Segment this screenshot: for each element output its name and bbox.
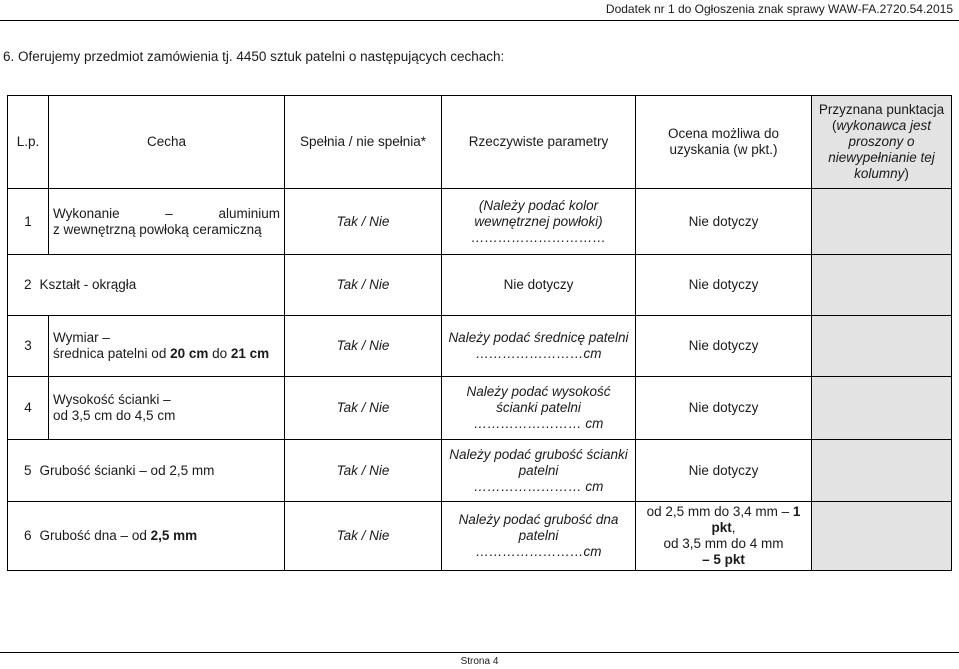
table-row [8, 502, 952, 571]
row-cecha [49, 189, 285, 255]
row-spelnia: Tak / Nie [285, 255, 442, 316]
row-lp: 5 [24, 462, 32, 478]
row-punktacja [812, 189, 952, 255]
cecha-value: 20 cm [170, 346, 209, 361]
table-row [8, 316, 952, 377]
param-line: patelni [518, 462, 559, 478]
header-punktacja-open: Przyznana punktacja ( [818, 102, 945, 133]
param-line: wewnętrznej powłoki) [474, 213, 603, 229]
header-punktacja-note: wykonawca jest proszony o niewypełnianie tej kolumny [828, 118, 935, 181]
row-lp: 3 [8, 316, 49, 377]
header-spelnia: Spełnia / nie spełnia* [285, 96, 442, 189]
header-punktacja [812, 96, 952, 189]
row-punktacja [812, 255, 952, 316]
ocena-text: , [731, 520, 736, 535]
header-punktacja-close: ) [904, 166, 909, 181]
row-cecha: Kształt - okrągła [39, 277, 137, 292]
row-punktacja [812, 377, 952, 440]
row-ocena: Nie dotyczy [636, 255, 812, 316]
cecha-line: Wysokość ścianki – [53, 392, 171, 407]
table-row [8, 189, 952, 255]
param-line: ……………………cm [475, 544, 602, 559]
cecha-line: od 3,5 cm do 4,5 cm [53, 408, 176, 423]
row-cecha [49, 316, 285, 377]
row-ocena: Nie dotyczy [636, 377, 812, 440]
header-ocena: Ocena możliwa do uzyskania (w pkt.) [636, 96, 812, 189]
table-row [8, 377, 952, 440]
param-line: Należy podać wysokość [466, 384, 611, 399]
row-spelnia: Tak / Nie [285, 316, 442, 377]
param-line: ścianki patelni [496, 400, 581, 415]
table-header-row [8, 96, 952, 189]
row-lp-cecha [8, 440, 285, 502]
param-line: …………………… cm [473, 478, 604, 494]
row-ocena: Nie dotyczy [636, 316, 812, 377]
cecha-line [53, 346, 280, 362]
ocena-points: – 5 pkt [702, 552, 745, 567]
row-lp-cecha [8, 502, 285, 571]
row-spelnia: Tak / Nie [285, 377, 442, 440]
row-cecha: Grubość dna – od [39, 528, 151, 543]
row-parametry [442, 502, 636, 571]
row-spelnia: Tak / Nie [285, 189, 442, 255]
row-ocena [636, 502, 812, 571]
row-ocena: Nie dotyczy [636, 440, 812, 502]
row-punktacja [812, 316, 952, 377]
row-lp: 6 [24, 528, 32, 543]
ocena-text: od 2,5 mm do 3,4 mm – [646, 504, 793, 519]
param-line: Należy podać grubość dna [458, 512, 619, 527]
row-parametry [442, 377, 636, 440]
ocena-points: 1 [792, 504, 801, 519]
document-header: Dodatek nr 1 do Ogłoszenia znak sprawy WAW-FA.2720.54.2015 [605, 2, 953, 16]
row-ocena: Nie dotyczy [636, 189, 812, 255]
row-cecha: Grubość ścianki – od 2,5 mm [39, 462, 215, 478]
row-spelnia: Tak / Nie [285, 440, 442, 502]
cecha-text: do [208, 346, 231, 361]
cecha-line: Wymiar – [53, 330, 110, 345]
header-divider [0, 20, 959, 21]
param-line: Należy podać średnicę patelni [448, 330, 629, 345]
param-line: ……………………cm [475, 346, 602, 361]
row-lp: 2 [24, 277, 32, 292]
ocena-points: pkt [711, 520, 732, 535]
row-parametry: Nie dotyczy [442, 255, 636, 316]
ocena-line: od 3,5 mm do 4 mm [663, 536, 784, 551]
param-line: ………………………… [471, 229, 606, 245]
cecha-line: Wykonanie – aluminium [53, 205, 280, 221]
row-punktacja [812, 440, 952, 502]
cecha-value: 21 cm [230, 346, 270, 361]
features-table [7, 95, 952, 571]
row-parametry [442, 316, 636, 377]
param-line: Należy podać grubość ścianki [449, 446, 628, 462]
row-punktacja [812, 502, 952, 571]
ocena-line [640, 504, 807, 520]
header-cecha: Cecha [49, 96, 285, 189]
param-line: …………………… cm [473, 416, 604, 431]
table-row [8, 255, 952, 316]
footer-divider [0, 652, 959, 653]
row-spelnia: Tak / Nie [285, 502, 442, 571]
row-lp-cecha [8, 255, 285, 316]
row-parametry [442, 189, 636, 255]
table-row [8, 440, 952, 502]
ocena-line [640, 552, 807, 568]
ocena-line [640, 520, 807, 536]
page-number: Strona 4 [460, 656, 499, 667]
cecha-text: średnica patelni od [53, 346, 171, 361]
row-cecha [49, 377, 285, 440]
row-lp: 1 [8, 189, 49, 255]
param-line: patelni [518, 528, 559, 543]
section-intro: 6. Oferujemy przedmiot zamówienia tj. 4450 sztuk patelni o następujących cechach: [3, 49, 505, 64]
cecha-value: 2,5 mm [150, 528, 198, 543]
row-parametry [442, 440, 636, 502]
cecha-line: z wewnętrzną powłoką ceramiczną [53, 221, 262, 237]
header-lp: L.p. [8, 96, 49, 189]
param-line: (Należy podać kolor [478, 197, 599, 213]
header-parametry: Rzeczywiste parametry [442, 96, 636, 189]
row-lp: 4 [8, 377, 49, 440]
